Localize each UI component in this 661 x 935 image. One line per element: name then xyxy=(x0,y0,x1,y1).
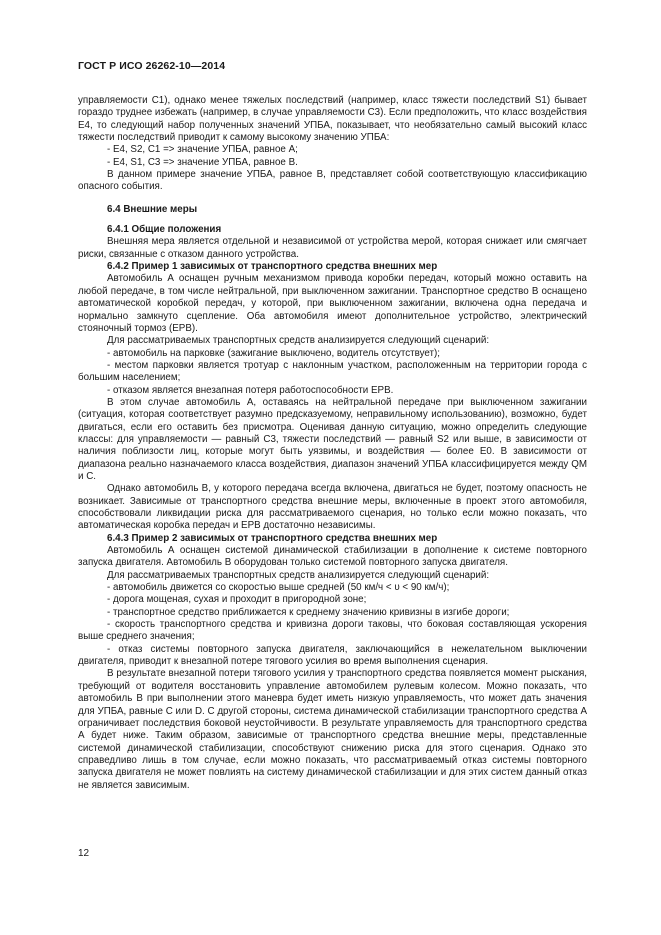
paragraph: управляемости C1), однако менее тяжелых последствий (например, класс тяжести последствий S1) бывает гораздо труднее избежать (например, в случае управляемости C3). Если предположить, что класс воздействия E4, то следующий набор полученных значений УПБА, показывает, что необязательно самый высокий класс тяжести последствий приводит к самому высокому значению УПБА: xyxy=(78,95,587,144)
list-item: - E4, S1, C3 => значение УПБА, равное В. xyxy=(107,156,298,168)
list-item: - местом парковки является тротуар с наклонным участком, расположенным на территории города с большим населением; xyxy=(78,359,587,384)
paragraph: В результате внезапной потери тягового усилия у транспортного средства появляется момент рыскания, требующий от водителя восстановить управление автомобилем рулевым колесом. Можно показать, что автомобиль В при выполнении этого маневра будет иметь низкую управляемость, что может дать значения для УПБА, равные С или D. С другой стороны, система динамической стабилизации транспортного средства А ограничивает последствия боковой неустойчивости. В результате управляемость для транспортного средства А будет ниже. Таким образом, зависимые от транспортного средства внешние меры, представленные системой динамической стабилизации, способствуют снижению риска для этого сценария. Однако это справедливо лишь в том случае, если можно показать, что рассматриваемый отказ системы повторного запуска двигателя не может повлиять на систему динамической стабилизации и для этих систем данный отказ не является зависимым. xyxy=(78,668,587,791)
page-number: 12 xyxy=(78,848,90,859)
section-heading-6-4-2: 6.4.2 Пример 1 зависимых от транспортного средства внешних мер xyxy=(107,261,438,273)
document-header: ГОСТ Р ИСО 26262-10—2014 xyxy=(78,60,226,72)
list-item: - скорость транспортного средства и кривизна дороги таковы, что боковая составляющая ускорения выше среднего значения; xyxy=(78,619,587,643)
section-heading-6-4-1: 6.4.1 Общие положения xyxy=(107,224,222,236)
document-body xyxy=(78,95,587,792)
paragraph: Однако автомобиль В, у которого передача всегда включена, двигаться не будет, поэтому опасность не возникает. Зависимые от транспортного средства внешние меры, включенные в проект этого автомобиля, способствовали ликвидации риска для рассматриваемого сценария, но только если можно показать, что автоматическая коробка передач и EPB достаточно независимы. xyxy=(78,483,587,532)
list-item: - дорога мощеная, сухая и проходит в пригородной зоне; xyxy=(107,594,367,606)
paragraph: Автомобиль А оснащен системой динамической стабилизации в дополнение к системе повторного запуска двигателя. Автомобиль В оборудован только системой повторного запуска двигателя. xyxy=(78,545,587,569)
list-item: - транспортное средство приближается к среднему значению кривизны в изгибе дороги; xyxy=(107,606,510,618)
list-item: - автомобиль движется со скоростью выше средней (50 км/ч < υ < 90 км/ч); xyxy=(107,582,450,594)
section-heading-6-4-3: 6.4.3 Пример 2 зависимых от транспортного средства внешних мер xyxy=(107,532,438,544)
paragraph: Для рассматриваемых транспортных средств анализируется следующий сценарий: xyxy=(107,569,490,581)
section-heading-6-4: 6.4 Внешние меры xyxy=(107,203,198,215)
paragraph: Для рассматриваемых транспортных средств анализируется следующий сценарий: xyxy=(107,335,490,347)
list-item: - автомобиль на парковке (зажигание выключено, водитель отсутствует); xyxy=(107,347,440,359)
paragraph: В этом случае автомобиль А, оставаясь на нейтральной передаче при выключенном зажигании (ситуация, которая соответствует разумно предсказуемому, неправильному использованию), возможно, будет двигаться, если его оставить без присмотра. Оценивая данную ситуацию, можно определить следующие классы: для управляемости — равный C3, тяжести последствий — равный S2 или выше, в зависимости от наличия поблизости лиц, которые могут быть уязвимы, и воздействия — более E0. В зависимости от диапазона реально назначаемого класса воздействия, диапазон значений УПБА классифицируется между QM и С. xyxy=(78,396,587,482)
list-item: - отказ системы повторного запуска двигателя, заключающийся в нежелательном выключении двигателя, приводит к внезапной потере тягового усилия во время выполнения сценария. xyxy=(78,643,587,668)
list-item: - E4, S2, C1 => значение УПБА, равное А; xyxy=(107,144,298,156)
paragraph: Внешняя мера является отдельной и независимой от устройства мерой, которая снижает или смягчает риски, связанные с отказом данного устройства. xyxy=(78,236,587,260)
list-item: - отказом является внезапная потеря работоспособности EPB. xyxy=(107,384,394,396)
paragraph: В данном примере значение УПБА, равное В, представляет собой соответствующую классификацию опасного события. xyxy=(78,169,587,193)
paragraph: Автомобиль А оснащен ручным механизмом привода коробки передач, который можно оставить на любой передаче, в том числе нейтральной, при выключенном зажигании. Транспортное средство В оснащено автоматической коробкой передач, у которой, при выключенном зажигании, включена одна передача и нормально замкнуто сцепление. Оба автомобиля имеют дополнительное устройство, электрический стояночный тормоз (EPB). xyxy=(78,273,587,334)
